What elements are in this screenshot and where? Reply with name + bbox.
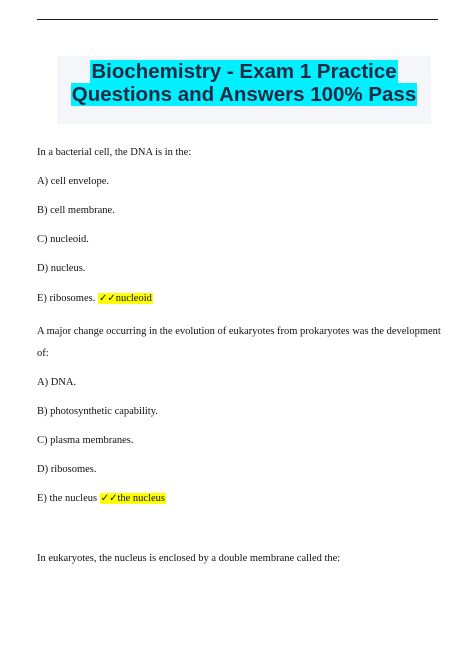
question-1-option-d: D) nucleus.: [37, 263, 86, 274]
question-2-option-b: B) photosynthetic capability.: [37, 406, 158, 417]
header-rule: [37, 19, 438, 20]
question-2-answer-text: the nucleus: [117, 493, 165, 504]
question-1-option-b: B) cell membrane.: [37, 205, 115, 216]
question-2-option-d: D) ribosomes.: [37, 464, 97, 475]
question-2-stem-line-1: A major change occurring in the evolution of eukaryotes from prokaryotes was the development: [37, 326, 441, 337]
question-1-answer-text: nucleoid: [115, 293, 152, 304]
question-2-option-e-row: [37, 492, 166, 505]
question-3-stem: In eukaryotes, the nucleus is enclosed by a double membrane called the:: [37, 553, 341, 564]
title-panel: [57, 56, 431, 124]
question-1-option-e: E) ribosomes.: [37, 293, 96, 304]
title-line-1: Biochemistry - Exam 1 Practice: [91, 60, 397, 83]
question-2-answer: [100, 493, 166, 504]
question-1-option-e-row: [37, 292, 153, 305]
question-1-stem: In a bacterial cell, the DNA is in the:: [37, 147, 192, 158]
double-check-icon: ✓✓: [98, 293, 116, 304]
question-1-option-c: C) nucleoid.: [37, 234, 89, 245]
question-2-option-c: C) plasma membranes.: [37, 435, 134, 446]
double-check-icon: ✓✓: [100, 493, 118, 504]
question-1-option-a: A) cell envelope.: [37, 176, 110, 187]
title-line-2: Questions and Answers 100% Pass: [71, 83, 417, 106]
question-2-stem-line-2: of:: [37, 348, 49, 359]
question-2-option-e: E) the nucleus: [37, 493, 98, 504]
question-1-answer: [98, 293, 153, 304]
document-title: [57, 60, 431, 106]
question-2-option-a: A) DNA.: [37, 377, 77, 388]
